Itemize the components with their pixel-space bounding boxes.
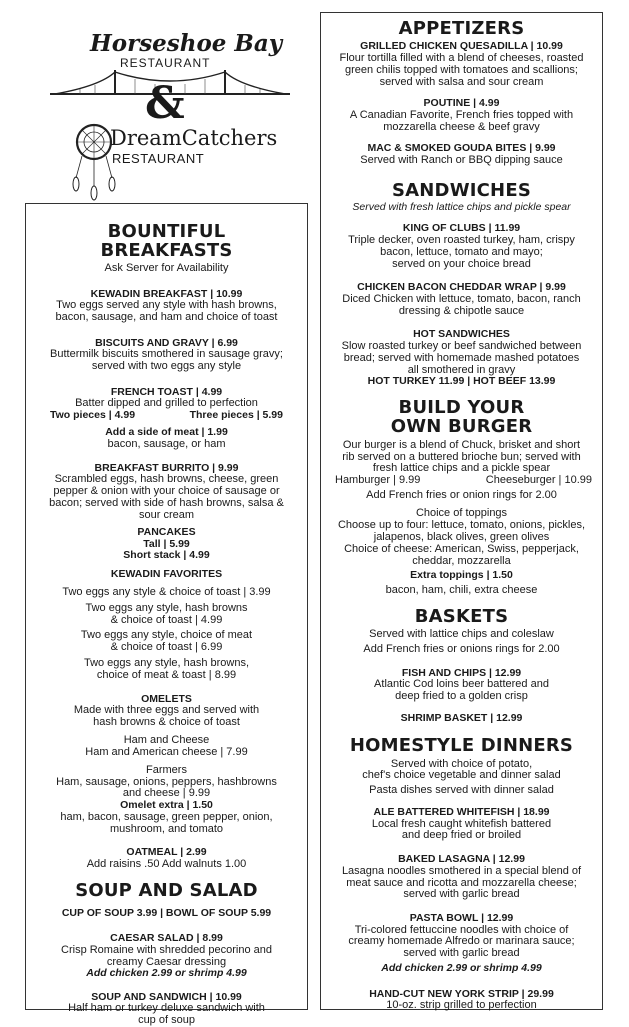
omelet-option: Ham and Cheese [123,733,210,746]
item-desc: Two eggs served any style with hash browns, [56,299,277,312]
item-desc: Our burger is a blend of Chuck, brisket and short [342,438,581,451]
availability-note: Ask Server for Availability [104,261,229,274]
favorite-option: & choice of toast | 4.99 [110,613,223,626]
item-desc: Served with Ranch or BBQ dipping sauce [360,153,563,166]
ampersand: & [145,78,185,129]
item-desc: cup of soup [138,1014,195,1027]
item-desc: hash browns & choice of toast [93,716,240,729]
main-menu-panel [320,12,603,1010]
item-desc: bacon, sausage, and ham and choice of toast [55,310,278,323]
item-desc: bacon; served with side of hash browns, salsa & [49,496,284,509]
item-desc: deep fried to a golden crisp [395,689,528,702]
item-name: POUTINE | 4.99 [423,97,500,110]
item-desc: Add raisins .50 Add walnuts 1.00 [86,857,247,870]
favorite-option: Two eggs any style, hash browns [85,601,248,614]
item-desc: cheddar, mozzarella [412,554,511,567]
favorite-option: Two eggs any style & choice of toast | 3.99 [62,585,271,598]
item-desc: Served with choice of potato, [390,757,533,770]
price-option: Three pieces | 5.99 [189,409,283,422]
soup-salad-title: SOUP AND SALAD [75,879,258,901]
item-desc: Pasta dishes served with dinner salad [369,784,554,797]
item-desc: served with garlic bread [403,947,520,960]
item-name: SHRIMP BASKET | 12.99 [400,711,523,724]
breakfast-title-2: BREAKFASTS [100,240,233,262]
item-name: FRENCH TOAST | 4.99 [110,385,223,398]
item-desc: bread; served with homemade mashed potatoes [343,351,580,364]
item-desc: Served with lattice chips and coleslaw [369,628,554,641]
item-name: BISCUITS AND GRAVY | 6.99 [95,336,238,349]
item-desc: bacon, ham, chili, extra cheese [385,583,538,596]
omelet-option: and cheese | 9.99 [122,787,211,800]
price-option: Tall | 5.99 [143,537,190,550]
item-desc: and deep fried or broiled [401,829,522,842]
omelet-option: Ham and American cheese | 7.99 [85,745,248,758]
item-desc: Add French fries or onions rings for 2.00 [363,642,560,655]
item-desc: bacon, sausage, or ham [107,437,226,450]
item-desc: Diced Chicken with lettuce, tomato, bacon, ranch [342,292,581,305]
extra-toppings: Extra toppings | 1.50 [410,569,513,582]
item-desc: 10-oz. strip grilled to perfection [386,998,537,1011]
hamburger-price: Hamburger | 9.99 [335,474,421,487]
omelet-option: Ham, sausage, onions, peppers, hashbrowns [56,775,277,788]
item-desc: Lasagna noodles smothered in a special blend of [341,864,582,877]
item-desc: ham, bacon, sausage, green pepper, onion, [60,810,273,823]
price-option: Short stack | 4.99 [123,549,210,562]
burger-title-1: BUILD YOUR [398,396,525,418]
add-protein: Add chicken 2.99 or shrimp 4.99 [381,962,542,975]
item-desc: creamy Caesar dressing [106,955,227,968]
item-desc: sour cream [138,508,195,521]
item-desc: dressing & chipotle sauce [398,304,525,317]
item-name: PANCAKES [137,526,196,539]
item-desc: jalapenos, black olives, green olives [373,530,550,543]
horseshoe-subtitle: RESTAURANT [120,56,211,70]
item-desc: Crisp Romaine with shredded pecorino and [61,943,272,956]
item-name: OMELETS [141,692,192,705]
dreamcatchers-title: DreamCatchers [110,126,278,150]
item-desc: A Canadian Favorite, French fries topped with [349,108,574,121]
item-name: OATMEAL | 2.99 [126,846,207,859]
item-name: MAC & SMOKED GOUDA BITES | 9.99 [367,142,556,155]
item-name: ALE BATTERED WHITEFISH | 18.99 [373,806,550,819]
item-desc: Triple decker, oven roasted turkey, ham, crispy [348,233,575,246]
item-name: GRILLED CHICKEN QUESADILLA | 10.99 [360,40,563,53]
item-name: HOT SANDWICHES [413,328,510,341]
omelet-option: Farmers [146,763,187,776]
horseshoe-title: Horseshoe Bay [90,30,283,57]
favorite-option: & choice of toast | 6.99 [110,641,223,654]
item-name: Add a side of meat | 1.99 [105,426,228,439]
item-desc: Choice of cheese: American, Swiss, pepperjack, [344,542,579,555]
item-desc: Batter dipped and grilled to perfection [75,397,258,410]
item-desc: Choose up to four: lettuce, tomato, onions, pickles, [337,518,586,531]
item-desc: mushroom, and tomato [109,822,224,835]
breakfast-title-1: BOUNTIFUL [107,221,226,242]
item-desc: Half ham or turkey deluxe sandwich with [68,1002,265,1015]
item-desc: Made with three eggs and served with [73,704,260,717]
item-name: CAESAR SALAD | 8.99 [110,932,223,945]
item-desc: served on your choice bread [392,257,531,270]
breakfast-panel [25,203,308,1027]
item-desc: Tri-colored fettuccine noodles with choice of [354,923,569,936]
item-name: KEWADIN FAVORITES [110,568,223,581]
sandwiches-note: Served with fresh lattice chips and pickle spear [352,201,571,214]
item-desc: bacon, lettuce, tomato and mayo; [380,245,543,258]
item-desc: Slow roasted turkey or beef sandwiched between [341,339,582,352]
appetizers-title: APPETIZERS [398,18,525,39]
item-desc: green chilis topped with tomatoes and scallions; [345,63,578,76]
item-desc: Flour tortilla filled with a blend of cheeses, roasted [339,51,584,64]
sandwiches-title: SANDWICHES [392,179,531,201]
add-protein: Add chicken 2.99 or shrimp 4.99 [86,967,247,980]
dinners-title: HOMESTYLE DINNERS [349,735,574,757]
item-desc: served with garlic bread [403,888,520,901]
item-name: BREAKFAST BURRITO | 9.99 [94,461,239,474]
item-name: FISH AND CHIPS | 12.99 [401,666,522,679]
item-desc: served with salsa and sour cream [379,75,544,88]
item-desc: meat sauce and ricotta and mozzarella cheese; [346,876,577,889]
item-desc: Buttermilk biscuits smothered in sausage gravy; [50,348,283,361]
item-desc: mozzarella cheese & beef gravy [383,120,540,133]
item-desc: fresh lattice chips and a pickle spear [372,462,551,475]
favorite-option: choice of meat & toast | 8.99 [96,669,237,682]
logo-area [40,18,300,198]
item-name: PASTA BOWL | 12.99 [409,912,514,925]
favorite-option: Two eggs any style, choice of meat [80,629,253,642]
item-desc: all smothered in gravy [407,363,516,376]
item-name: KING OF CLUBS | 11.99 [402,222,521,235]
item-name: CHICKEN BACON CHEDDAR WRAP | 9.99 [357,281,566,294]
item-desc: pepper & onion with your choice of sausage or [53,484,280,497]
item-name: HAND-CUT NEW YORK STRIP | 29.99 [369,987,554,1000]
burger-title-2: OWN BURGER [390,416,533,438]
soup-prices: CUP OF SOUP 3.99 | BOWL OF SOUP 5.99 [61,907,272,920]
item-desc: creamy homemade Alfredo or marinara sauce; [348,935,575,948]
favorite-option: Two eggs any style, hash browns, [83,657,250,670]
price-option: Two pieces | 4.99 [50,409,136,422]
item-desc: served with two eggs any style [91,360,242,373]
toppings-heading: Choice of toppings [415,507,508,519]
item-desc: Scrambled eggs, hash browns, cheese, green [54,472,279,485]
item-desc: Add French fries or onion rings for 2.00 [366,489,557,502]
item-name: BAKED LASAGNA | 12.99 [398,853,525,866]
item-desc: chef's choice vegetable and dinner salad [362,769,561,782]
item-name: SOUP AND SANDWICH | 10.99 [91,990,242,1003]
baskets-title: BASKETS [414,605,509,627]
hot-sandwich-prices: HOT TURKEY 11.99 | HOT BEEF 13.99 [367,375,556,388]
item-desc: rib served on a buttered brioche bun; served with [342,450,581,463]
item-desc: Atlantic Cod loins beer battered and [374,678,549,691]
omelet-extra: Omelet extra | 1.50 [120,799,213,812]
item-name: KEWADIN BREAKFAST | 10.99 [90,287,243,300]
item-desc: Local fresh caught whitefish battered [371,817,552,830]
cheeseburger-price: Cheeseburger | 10.99 [485,474,592,487]
dreamcatchers-subtitle: RESTAURANT [112,151,205,166]
